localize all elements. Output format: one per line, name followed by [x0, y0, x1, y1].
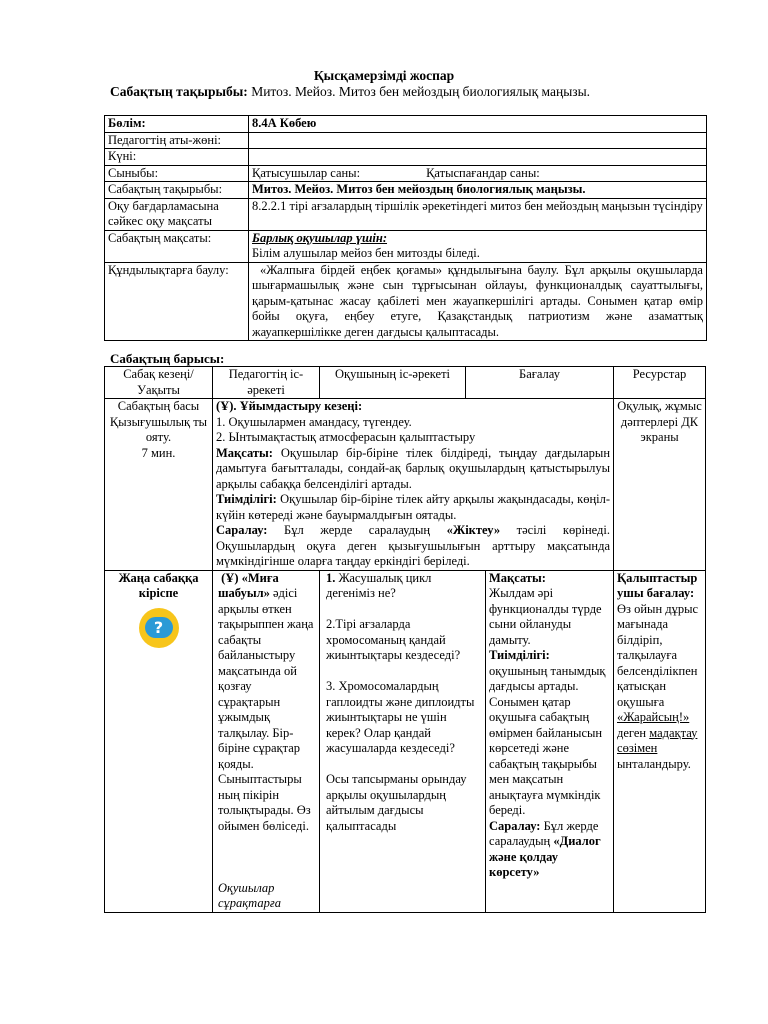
- class-label: Сыныбы:: [105, 165, 249, 182]
- info-topic-label: Сабақтың тақырыбы:: [105, 182, 249, 199]
- stage-cell: [105, 570, 213, 912]
- org-item: 2. Ынтымақтастық атмосферасын қалыптастыру: [216, 430, 476, 444]
- efficiency-text: Оқушылар бір-біріне тілек айту арқылы жақындасады, көңіл-күйін көтереді және бауырмалдығын оятады.: [216, 492, 611, 522]
- header-stage: Сабақ кезеңі/Уақыты: [105, 367, 213, 399]
- table-row: [105, 132, 707, 149]
- stage-time: 7 мин.: [141, 445, 176, 460]
- efficiency-label: Тиімділігі:: [216, 492, 277, 506]
- questions-summary: Осы тапсырманы орындау арқылы оқушылардың айтылым дағдысы қалыптасады: [326, 772, 467, 833]
- question-1: Жасушалық цикл дегеніміз не?: [326, 570, 432, 600]
- differentiation-label: Саралау:: [216, 523, 268, 537]
- date-value: [249, 149, 707, 166]
- formative-assessment-cell: Қалыптастыр ушы бағалау: Өз ойын дұрыс мағынада білдіріп, талқылауға белсенділікпен қатысқан оқушыға «Жарайсың!» деген мадақтау сөзімен ынталандыру.: [614, 570, 706, 912]
- stage-name: Жаңа сабаққа кіріспе: [118, 570, 199, 600]
- goal-label: Сабақтың мақсаты:: [105, 230, 249, 262]
- table-header-row: [105, 367, 706, 399]
- method-italic-note: Оқушылар сұрақтарға: [218, 880, 281, 910]
- objectives-value: 8.2.2.1 тірі ағзалардың тіршілік әрекетіндегі митоз бен мейоздың маңызын түсіндіру: [249, 198, 707, 230]
- table-row: [105, 116, 707, 133]
- attendance-value: [249, 165, 707, 182]
- goal-text: Жылдам әрі функционалды түрде сыни ойлануды дамыту.: [489, 586, 602, 647]
- present-label: Қатысушылар саны:: [252, 165, 361, 180]
- table-row: [105, 230, 707, 262]
- table-row: [105, 149, 707, 166]
- table-row: [105, 198, 707, 230]
- topic-label: Сабақтың тақырыбы:: [110, 84, 248, 99]
- teacher-activity-cell: (Ұ). Ұйымдастыру кезеңі: 1. Оқушылармен амандасу, түгендеу. 2. Ынтымақтастық атмосферасын қалыптастыру Мақсаты: Оқушылар бір-біріне тілек білдіреді, тыңдау дағдыларын дамытуға бағытталады, сондай-ақ барлық оқушылардың қатыстырылуы арқылы сабаққа белсенділігі артады. Тиімділігі: Оқушылар бір-біріне тілек айту арқылы жақындасады, көңіл-күйін көтереді және бауырмалдығын оятады. Саралау: Бұл жерде саралаудың «Жіктеу» тәсілі көрінеді. Оқушылардың оқуға деген қызығушылығын арттыру мақсатында мүмкіндігінше оларға таңдау еркіндігі беріледі.: [213, 399, 614, 571]
- formative-label: Қалыптастыр ушы бағалау:: [617, 570, 698, 600]
- differentiation-method: «Диалог және қолдау көрсету»: [489, 834, 601, 879]
- header-assessment: Бағалау: [466, 367, 614, 399]
- goal-text: Оқушылар бір-біріне тілек білдіреді, тыңдау дағдыларын дамытуға бағытталады, сондай-ақ барлық оқушылардың қатыстырылуы арқылы сабаққа белсенділігі артады.: [216, 445, 611, 491]
- objectives-label: Оқу бағдарламасына сәйкес оқу мақсаты: [105, 198, 249, 230]
- document-title: Қысқамерзімді жоспар: [313, 68, 455, 83]
- org-item: 1. Оқушылармен амандасу, түгендеу.: [216, 414, 412, 429]
- differentiation-method: «Жіктеу»: [446, 523, 501, 537]
- org-heading: (Ұ). Ұйымдастыру кезеңі:: [216, 399, 363, 413]
- table-row: [105, 262, 707, 341]
- resources-cell: Оқулық, жұмыс дәптерлері ДК экраны: [614, 399, 706, 571]
- efficiency-label: Тиімділігі:: [489, 648, 550, 662]
- goal-label: Мақсаты:: [489, 570, 546, 585]
- question-3: 3. Хромосомалардың гаплоидты және диплоидты жиынтықтары не үшін керек? Олар қандай жасушаларда кездеседі?: [326, 679, 475, 755]
- table-row: [105, 399, 706, 571]
- values-value: «Жалпыға бірдей еңбек қоғамы» құндылығына баулу. Бұл арқылы оқушыларда шығармашылық және сын тұрғысынан ойлауы, функционалдық сауаттылығы, қарым-қатынас жасау қабілеті мен жауапкершілігі артады. Сонымен қатар өмір бойы оқуға, еңбеу етуге, Қазақстандық патриотизм және азаматтық жауапкершілікке деген дағдысы қалыптасады.: [249, 262, 707, 341]
- teacher-value: [249, 132, 707, 149]
- teacher-activity-cell: (Ұ) «Миға шабуыл» әдісі арқылы өткен тақырыппен жаңа сабақты байланыстыру мақсатында ой қозғау сұрақтарын ұжымдық талқылау. Бір-біріне сұрақтар қояды. Сыныптастыры ның пікірін толықтырады. Өз ойымен бөліседі. Оқушылар сұрақтарға: [213, 570, 320, 912]
- lesson-info-table: [104, 115, 707, 341]
- goal-value: [249, 230, 707, 262]
- header-resources: Ресурстар: [614, 367, 706, 399]
- stage-cell: [105, 399, 213, 571]
- values-label: Құндылықтарға баулу:: [105, 262, 249, 341]
- goal-label: Мақсаты:: [216, 445, 273, 460]
- differentiation-label: Саралау:: [489, 818, 541, 833]
- stage-name: Сабақтың басы Қызығушылық ты ояту.: [109, 399, 208, 444]
- section-value: 8.4А Көбею: [249, 116, 707, 133]
- table-row: [105, 165, 707, 182]
- teacher-label: Педагогтің аты-жөні:: [105, 132, 249, 149]
- date-label: Күні:: [105, 149, 249, 166]
- goal-heading: Барлық оқушылар үшін:: [252, 230, 388, 245]
- info-topic-value: Митоз. Мейоз. Митоз бен мейоздың биологиялық маңызы.: [249, 182, 707, 199]
- efficiency-text: оқушының танымдық дағдысы артады. Сонымен қатар оқушыға сабақтың өмірмен байланысын көрсетеді және сабақтың тақырыбы мен мақсатын анықтауға мүмкіндік береді.: [489, 663, 606, 817]
- table-row: [105, 182, 707, 199]
- lesson-progress-table: [104, 366, 706, 913]
- absent-label: Қатыспағандар саны:: [426, 165, 540, 180]
- section-label: Бөлім:: [105, 116, 249, 133]
- header-teacher: Педагогтің іс-әрекеті: [213, 367, 320, 399]
- question-cloud-icon: ?: [139, 608, 179, 648]
- table-row: [105, 570, 706, 912]
- topic-value: Митоз. Мейоз. Митоз бен мейоздың биологиялық маңызы.: [247, 84, 591, 99]
- lesson-progress-heading: Сабақтың барысы:: [110, 351, 225, 366]
- header-student: Оқушының іс-әрекеті: [320, 367, 466, 399]
- assessment-cell: Мақсаты: Жылдам әрі функционалды түрде сыни ойлануды дамыту. Тиімділігі: оқушының танымдық дағдысы артады. Сонымен қатар оқушыға сабақтың өмірмен байланысын көрсетеді және сабақтың тақырыбы мен мақсатын анықтауға мүмкіндік береді. Саралау: Бұл жерде саралаудың «Диалог және қолдау көрсету»: [486, 570, 614, 912]
- question-2: 2.Тірі ағзаларда хромосоманың қандай жиынтықтары кездеседі?: [326, 617, 461, 662]
- method-name: «Миға шабуыл»: [218, 570, 279, 600]
- student-activity-cell: 1. Жасушалық цикл дегеніміз не? 2.Тірі ағзаларда хромосоманың қандай жиынтықтары кездеседі? 3. Хромосомалардың гаплоидты және диплоидты жиынтықтары не үшін керек? Олар қандай жасушаларда кездеседі? Осы тапсырманы орындау арқылы оқушылардың айтылым дағдысы қалыптасады: [320, 570, 486, 912]
- praise-word: «Жарайсың!»: [617, 710, 690, 724]
- document-topic: [110, 84, 590, 100]
- goal-text: Білім алушылар мейоз бен митозды біледі.: [252, 246, 480, 260]
